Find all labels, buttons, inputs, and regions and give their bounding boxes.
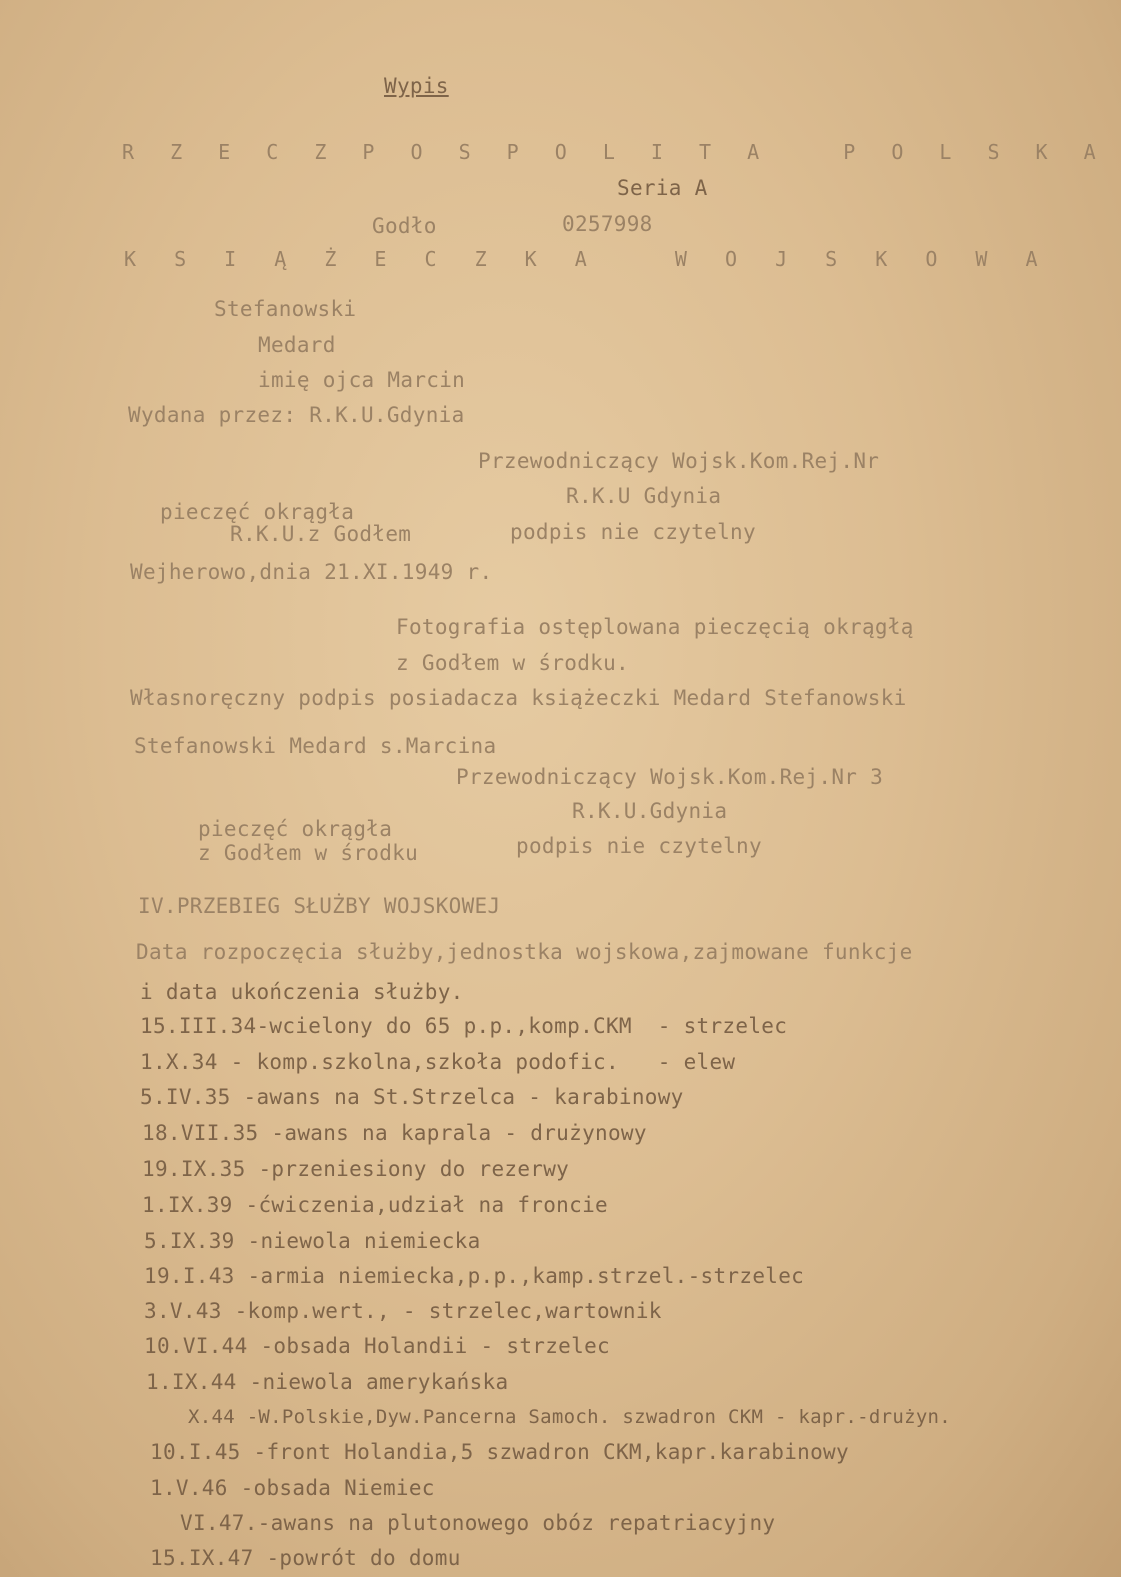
signature-note-2: podpis nie czytelny (516, 834, 762, 858)
service-entry: 1.V.46 -obsada Niemiec (150, 1476, 435, 1500)
place-date: Wejherowo,dnia 21.XI.1949 r. (130, 560, 493, 584)
series-label: Seria A (617, 176, 708, 200)
name-line: Stefanowski Medard s.Marcina (134, 734, 497, 758)
service-entry: 10.I.45 -front Holandia,5 szwadron CKM,kapr.karabinowy (150, 1440, 849, 1464)
stamp-line-1a: pieczęć okrągła (160, 500, 355, 524)
issued-by: Wydana przez: R.K.U.Gdynia (128, 403, 465, 427)
own-signature-line: Własnoręczny podpis posiadacza książeczki Medard Stefanowski (130, 686, 907, 710)
photo-line-2: z Godłem w środku. (396, 651, 629, 675)
service-entry: VI.47.-awans na plutonowego obóz repatriacyjny (180, 1511, 776, 1535)
service-entry: 15.III.34-wcielony do 65 p.p.,komp.CKM - strzelec (140, 1014, 788, 1038)
wypis-label: Wypis (384, 74, 449, 98)
owner-name: Medard (258, 333, 336, 357)
section-heading: IV.PRZEBIEG SŁUŻBY WOJSKOWEJ (138, 894, 501, 918)
service-entry: 10.VI.44 -obsada Holandii - strzelec (144, 1334, 610, 1358)
office-1: R.K.U Gdynia (566, 484, 722, 508)
photo-line-1: Fotografia ostęplowana pieczęcią okrągłą (396, 615, 914, 639)
stamp-line-2b: z Godłem w środku (198, 841, 419, 865)
office-2: R.K.U.Gdynia (572, 799, 728, 823)
service-entry: 18.VII.35 -awans na kaprala - drużynowy (142, 1121, 647, 1145)
service-entry: 1.IX.39 -ćwiczenia,udział na froncie (142, 1193, 608, 1217)
service-entry: 3.V.43 -komp.wert., - strzelec,wartownik (144, 1299, 662, 1323)
owner-father: imię ojca Marcin (258, 368, 466, 392)
service-entry: 5.IV.35 -awans na St.Strzelca - karabinowy (140, 1085, 684, 1109)
service-intro-1: Data rozpoczęcia służby,jednostka wojskowa,zajmowane funkcje (136, 940, 913, 964)
service-entry: 15.IX.47 -powrót do domu (150, 1546, 461, 1570)
chairman-title-2: Przewodniczący Wojsk.Kom.Rej.Nr 3 (456, 765, 884, 789)
owner-surname: Stefanowski (214, 297, 357, 321)
stamp-line-2a: pieczęć okrągła (198, 817, 393, 841)
booklet-heading: K S I Ą Ż E C Z K A W O J S K O W A (124, 247, 1051, 271)
service-entry: 5.IX.39 -niewola niemiecka (144, 1229, 481, 1253)
stamp-line-1b: R.K.U.z Godłem (230, 522, 412, 546)
country-heading: R Z E C Z P O S P O L I T A P O L S K A (122, 140, 1108, 164)
service-entry: 1.IX.44 -niewola amerykańska (146, 1370, 509, 1394)
service-entry: 19.IX.35 -przeniesiony do rezerwy (142, 1157, 570, 1181)
emblem-label: Godło (372, 214, 437, 238)
service-intro-2: i data ukończenia służby. (140, 980, 464, 1004)
service-entry: 19.I.43 -armia niemiecka,p.p.,kamp.strzel.-strzelec (144, 1264, 805, 1288)
signature-note-1: podpis nie czytelny (510, 520, 756, 544)
booklet-number: 0257998 (562, 212, 653, 236)
service-entry: 1.X.34 - komp.szkolna,szkoła podofic. - elew (140, 1050, 736, 1074)
chairman-title-1: Przewodniczący Wojsk.Kom.Rej.Nr (478, 449, 880, 473)
service-entry: X.44 -W.Polskie,Dyw.Pancerna Samoch. szwadron CKM - kapr.-drużyn. (188, 1406, 952, 1428)
